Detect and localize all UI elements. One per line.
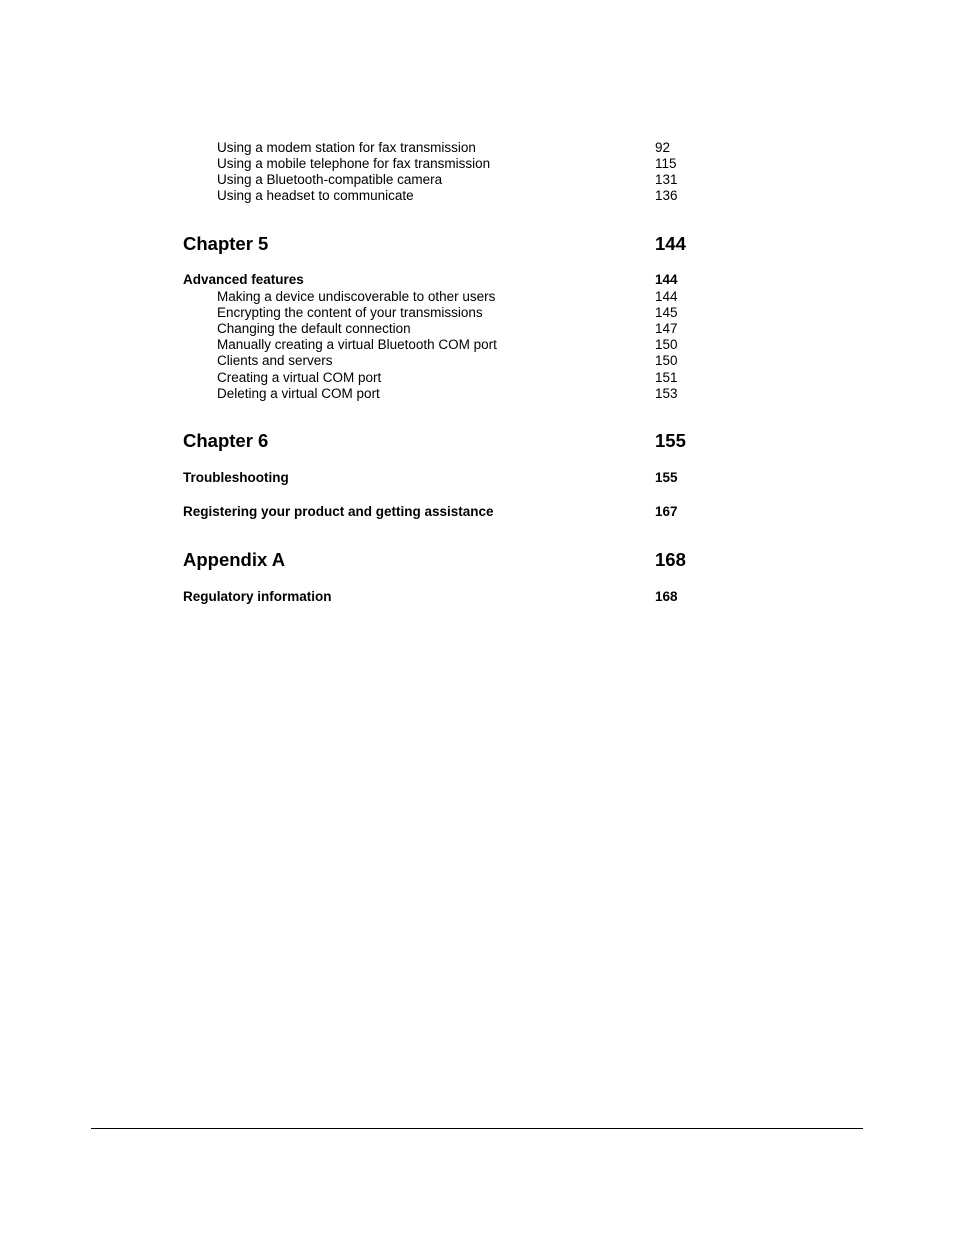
toc-entry-page: 150 (655, 353, 678, 368)
toc-entry-page: 153 (655, 386, 678, 401)
toc-entry-page: 155 (655, 470, 678, 485)
toc-entry-title: Deleting a virtual COM port (217, 386, 380, 401)
toc-section-entry (0, 470, 954, 486)
toc-entry-title: Using a mobile telephone for fax transmission (217, 156, 491, 171)
toc-subentry (0, 140, 954, 156)
toc-chapter-heading (0, 430, 954, 452)
toc-entry-page: 145 (655, 305, 678, 320)
toc-entry-page: 144 (655, 289, 678, 304)
toc-entry-page: 147 (655, 321, 678, 336)
toc-subentry (0, 370, 954, 386)
toc-entry-page: 144 (655, 233, 686, 254)
toc-entry-page: 136 (655, 188, 678, 203)
footer-rule (91, 1128, 863, 1129)
toc-entry-title: Chapter 6 (183, 430, 269, 451)
toc-subentry (0, 188, 954, 204)
toc-entry-page: 115 (655, 156, 677, 171)
toc-entry-title: Manually creating a virtual Bluetooth COM port (217, 337, 497, 352)
toc-section-entry (0, 504, 954, 520)
toc-entry-title: Using a headset to communicate (217, 188, 414, 203)
toc-subentry (0, 289, 954, 305)
toc-subentry (0, 305, 954, 321)
toc-entry-title: Appendix A (183, 549, 286, 570)
toc-entry-page: 92 (655, 140, 671, 155)
toc-entry-title: Encrypting the content of your transmissions (217, 305, 483, 320)
toc-subentry (0, 386, 954, 402)
toc-subentry (0, 156, 954, 172)
toc-section-entry (0, 589, 954, 605)
toc-chapter-heading (0, 549, 954, 571)
toc-entry-title: Using a Bluetooth-compatible camera (217, 172, 443, 187)
toc-entry-title: Making a device undiscoverable to other users (217, 289, 496, 304)
toc-entry-title: Registering your product and getting assistance (183, 504, 494, 519)
toc-entry-title: Advanced features (183, 272, 304, 287)
toc-subentry (0, 321, 954, 337)
toc-entry-page: 168 (655, 589, 678, 604)
toc-entry-title: Creating a virtual COM port (217, 370, 382, 385)
toc-entry-page: 131 (655, 172, 678, 187)
toc-subentry (0, 353, 954, 369)
toc-entry-page: 151 (655, 370, 678, 385)
toc-subentry (0, 337, 954, 353)
toc-entry-title: Clients and servers (217, 353, 333, 368)
toc-chapter-heading (0, 233, 954, 255)
toc-subentry (0, 172, 954, 188)
toc-entry-title: Chapter 5 (183, 233, 269, 254)
toc-entry-page: 144 (655, 272, 678, 287)
toc-entry-page: 168 (655, 549, 686, 570)
toc-entry-page: 150 (655, 337, 678, 352)
toc-entry-title: Changing the default connection (217, 321, 411, 336)
toc-entry-title: Troubleshooting (183, 470, 289, 485)
toc-entry-page: 167 (655, 504, 678, 519)
toc-entry-page: 155 (655, 430, 686, 451)
toc-entry-title: Regulatory information (183, 589, 332, 604)
toc-entry-title: Using a modem station for fax transmission (217, 140, 476, 155)
toc-section-entry (0, 272, 954, 288)
